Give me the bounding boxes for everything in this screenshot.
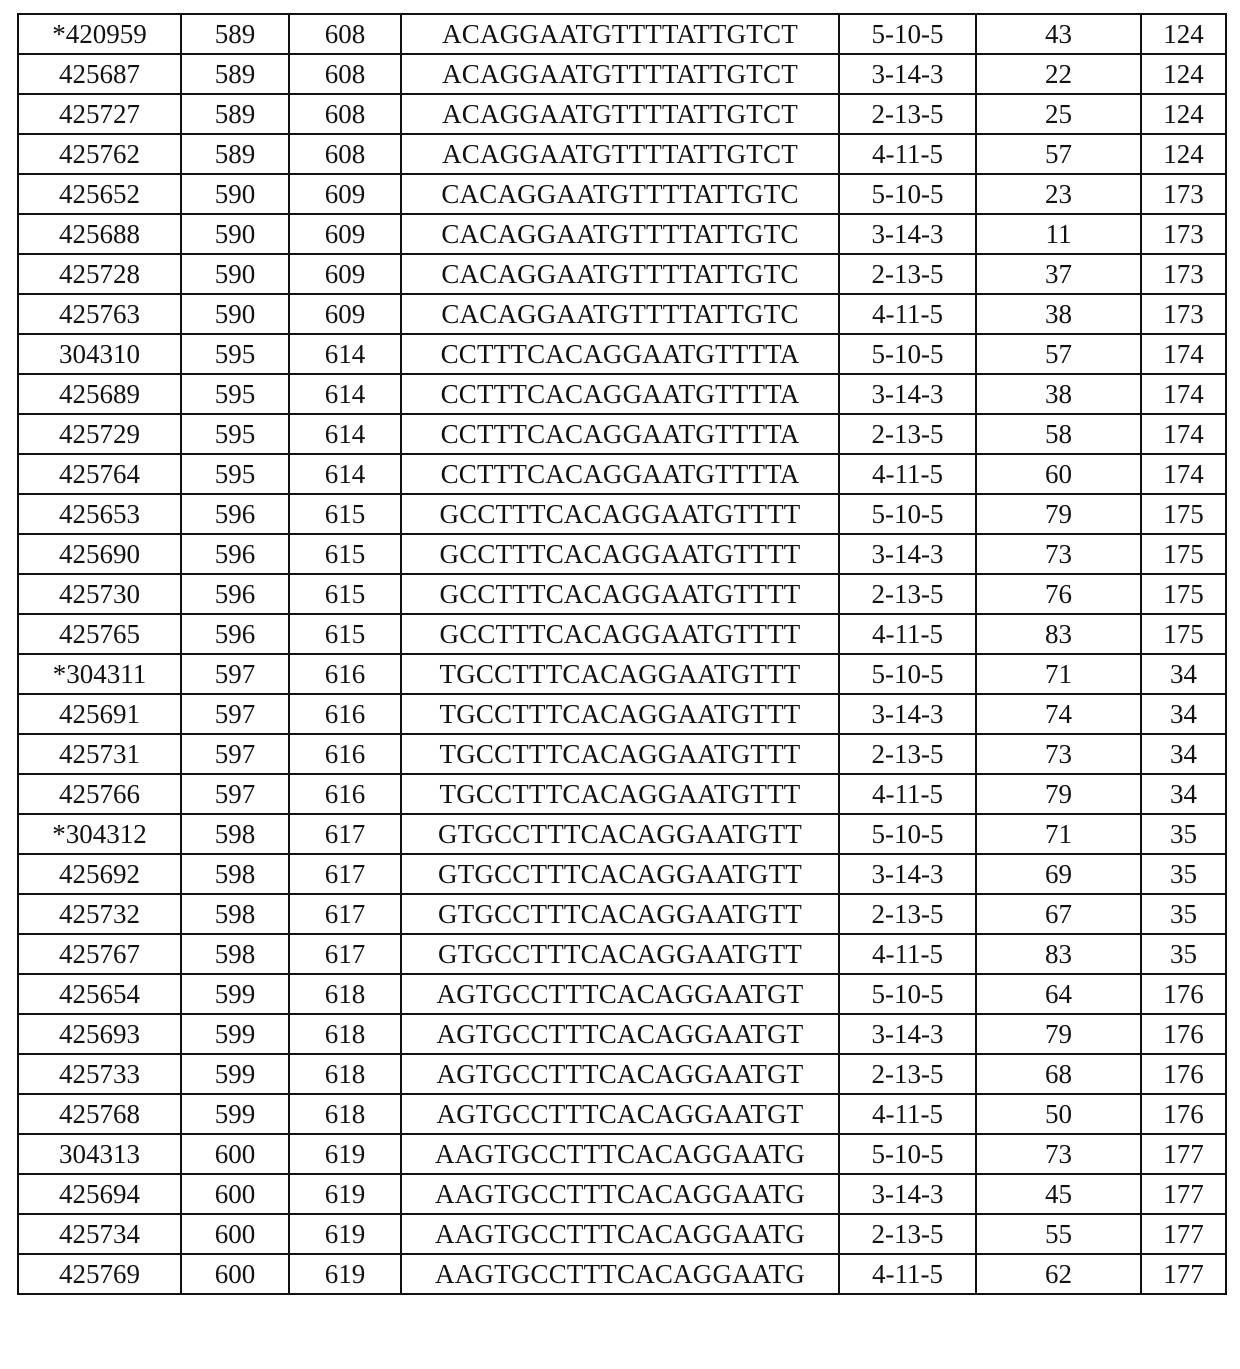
- table-row: [18, 1054, 1226, 1094]
- seq-id-cell: 34: [1141, 694, 1226, 734]
- isis-number-cell: 425688: [18, 214, 181, 254]
- table-row: [18, 534, 1226, 574]
- sequence-cell: CACAGGAATGTTTTATTGTC: [401, 294, 839, 334]
- motif-cell: 3-14-3: [839, 694, 976, 734]
- inhibition-percent-cell: 83: [976, 614, 1141, 654]
- inhibition-percent-cell: 60: [976, 454, 1141, 494]
- inhibition-percent-cell: 68: [976, 1054, 1141, 1094]
- isis-number-cell: 425732: [18, 894, 181, 934]
- seq-id-cell: 124: [1141, 14, 1226, 54]
- stop-site-cell: 619: [289, 1134, 401, 1174]
- sequence-cell: AAGTGCCTTTCACAGGAATG: [401, 1134, 839, 1174]
- sequence-cell: GTGCCTTTCACAGGAATGTT: [401, 894, 839, 934]
- seq-id-cell: 174: [1141, 334, 1226, 374]
- seq-id-cell: 173: [1141, 174, 1226, 214]
- inhibition-percent-cell: 23: [976, 174, 1141, 214]
- inhibition-percent-cell: 79: [976, 774, 1141, 814]
- isis-number-cell: 425734: [18, 1214, 181, 1254]
- inhibition-percent-cell: 55: [976, 1214, 1141, 1254]
- oligo-data-table: [17, 13, 1227, 1295]
- sequence-cell: GCCTTTCACAGGAATGTTTT: [401, 574, 839, 614]
- table-row: [18, 934, 1226, 974]
- stop-site-cell: 608: [289, 94, 401, 134]
- motif-cell: 5-10-5: [839, 494, 976, 534]
- inhibition-percent-cell: 71: [976, 654, 1141, 694]
- seq-id-cell: 174: [1141, 454, 1226, 494]
- sequence-cell: CACAGGAATGTTTTATTGTC: [401, 214, 839, 254]
- motif-cell: 4-11-5: [839, 614, 976, 654]
- sequence-cell: GTGCCTTTCACAGGAATGTT: [401, 854, 839, 894]
- sequence-cell: TGCCTTTCACAGGAATGTTT: [401, 654, 839, 694]
- motif-cell: 2-13-5: [839, 894, 976, 934]
- table-row: [18, 494, 1226, 534]
- stop-site-cell: 616: [289, 694, 401, 734]
- seq-id-cell: 174: [1141, 414, 1226, 454]
- motif-cell: 3-14-3: [839, 1014, 976, 1054]
- inhibition-percent-cell: 67: [976, 894, 1141, 934]
- seq-id-cell: 176: [1141, 1054, 1226, 1094]
- inhibition-percent-cell: 79: [976, 494, 1141, 534]
- motif-cell: 5-10-5: [839, 654, 976, 694]
- seq-id-cell: 34: [1141, 654, 1226, 694]
- isis-number-cell: 425689: [18, 374, 181, 414]
- start-site-cell: 600: [181, 1254, 289, 1294]
- inhibition-percent-cell: 64: [976, 974, 1141, 1014]
- stop-site-cell: 618: [289, 974, 401, 1014]
- table-row: [18, 854, 1226, 894]
- start-site-cell: 590: [181, 294, 289, 334]
- isis-number-cell: 425763: [18, 294, 181, 334]
- seq-id-cell: 175: [1141, 534, 1226, 574]
- stop-site-cell: 616: [289, 774, 401, 814]
- table-row: [18, 174, 1226, 214]
- stop-site-cell: 617: [289, 934, 401, 974]
- isis-number-cell: 425687: [18, 54, 181, 94]
- sequence-cell: GCCTTTCACAGGAATGTTTT: [401, 494, 839, 534]
- motif-cell: 3-14-3: [839, 54, 976, 94]
- seq-id-cell: 175: [1141, 494, 1226, 534]
- isis-number-cell: *304312: [18, 814, 181, 854]
- inhibition-percent-cell: 57: [976, 334, 1141, 374]
- start-site-cell: 598: [181, 854, 289, 894]
- start-site-cell: 597: [181, 774, 289, 814]
- seq-id-cell: 177: [1141, 1174, 1226, 1214]
- table-row: [18, 1214, 1226, 1254]
- inhibition-percent-cell: 73: [976, 1134, 1141, 1174]
- start-site-cell: 599: [181, 974, 289, 1014]
- start-site-cell: 596: [181, 534, 289, 574]
- motif-cell: 5-10-5: [839, 1134, 976, 1174]
- stop-site-cell: 609: [289, 214, 401, 254]
- sequence-cell: AGTGCCTTTCACAGGAATGT: [401, 1014, 839, 1054]
- motif-cell: 2-13-5: [839, 1214, 976, 1254]
- isis-number-cell: 425762: [18, 134, 181, 174]
- sequence-cell: AGTGCCTTTCACAGGAATGT: [401, 1094, 839, 1134]
- sequence-cell: CACAGGAATGTTTTATTGTC: [401, 174, 839, 214]
- stop-site-cell: 609: [289, 174, 401, 214]
- start-site-cell: 600: [181, 1174, 289, 1214]
- table-row: [18, 614, 1226, 654]
- sequence-cell: AAGTGCCTTTCACAGGAATG: [401, 1214, 839, 1254]
- motif-cell: 4-11-5: [839, 454, 976, 494]
- table-row: [18, 1254, 1226, 1294]
- motif-cell: 2-13-5: [839, 734, 976, 774]
- start-site-cell: 599: [181, 1094, 289, 1134]
- inhibition-percent-cell: 73: [976, 734, 1141, 774]
- inhibition-percent-cell: 38: [976, 294, 1141, 334]
- table-row: [18, 1174, 1226, 1214]
- inhibition-percent-cell: 57: [976, 134, 1141, 174]
- table-row: [18, 134, 1226, 174]
- motif-cell: 2-13-5: [839, 254, 976, 294]
- start-site-cell: 590: [181, 174, 289, 214]
- motif-cell: 3-14-3: [839, 534, 976, 574]
- inhibition-percent-cell: 25: [976, 94, 1141, 134]
- isis-number-cell: 425694: [18, 1174, 181, 1214]
- stop-site-cell: 609: [289, 254, 401, 294]
- inhibition-percent-cell: 11: [976, 214, 1141, 254]
- start-site-cell: 589: [181, 14, 289, 54]
- sequence-cell: AAGTGCCTTTCACAGGAATG: [401, 1254, 839, 1294]
- table-row: [18, 1134, 1226, 1174]
- start-site-cell: 597: [181, 694, 289, 734]
- table-row: [18, 694, 1226, 734]
- start-site-cell: 596: [181, 494, 289, 534]
- motif-cell: 5-10-5: [839, 814, 976, 854]
- motif-cell: 4-11-5: [839, 134, 976, 174]
- table-row: [18, 414, 1226, 454]
- isis-number-cell: 425767: [18, 934, 181, 974]
- sequence-cell: CCTTTCACAGGAATGTTTTA: [401, 334, 839, 374]
- sequence-cell: CCTTTCACAGGAATGTTTTA: [401, 374, 839, 414]
- table-row: [18, 254, 1226, 294]
- isis-number-cell: 425652: [18, 174, 181, 214]
- inhibition-percent-cell: 79: [976, 1014, 1141, 1054]
- stop-site-cell: 618: [289, 1054, 401, 1094]
- seq-id-cell: 177: [1141, 1134, 1226, 1174]
- seq-id-cell: 34: [1141, 734, 1226, 774]
- table-row: [18, 974, 1226, 1014]
- isis-number-cell: 425690: [18, 534, 181, 574]
- seq-id-cell: 35: [1141, 934, 1226, 974]
- sequence-cell: GTGCCTTTCACAGGAATGTT: [401, 934, 839, 974]
- seq-id-cell: 174: [1141, 374, 1226, 414]
- inhibition-percent-cell: 76: [976, 574, 1141, 614]
- sequence-cell: TGCCTTTCACAGGAATGTTT: [401, 694, 839, 734]
- sequence-cell: TGCCTTTCACAGGAATGTTT: [401, 774, 839, 814]
- start-site-cell: 597: [181, 734, 289, 774]
- table-row: [18, 1014, 1226, 1054]
- motif-cell: 5-10-5: [839, 174, 976, 214]
- start-site-cell: 595: [181, 414, 289, 454]
- stop-site-cell: 614: [289, 334, 401, 374]
- table-row: [18, 734, 1226, 774]
- start-site-cell: 600: [181, 1214, 289, 1254]
- seq-id-cell: 177: [1141, 1254, 1226, 1294]
- start-site-cell: 590: [181, 214, 289, 254]
- stop-site-cell: 616: [289, 734, 401, 774]
- inhibition-percent-cell: 62: [976, 1254, 1141, 1294]
- isis-number-cell: *304311: [18, 654, 181, 694]
- stop-site-cell: 615: [289, 494, 401, 534]
- isis-number-cell: 425653: [18, 494, 181, 534]
- inhibition-percent-cell: 73: [976, 534, 1141, 574]
- start-site-cell: 599: [181, 1014, 289, 1054]
- motif-cell: 2-13-5: [839, 574, 976, 614]
- table-row: [18, 214, 1226, 254]
- sequence-cell: ACAGGAATGTTTTATTGTCT: [401, 134, 839, 174]
- start-site-cell: 598: [181, 814, 289, 854]
- inhibition-percent-cell: 38: [976, 374, 1141, 414]
- start-site-cell: 599: [181, 1054, 289, 1094]
- inhibition-percent-cell: 74: [976, 694, 1141, 734]
- sequence-cell: AGTGCCTTTCACAGGAATGT: [401, 1054, 839, 1094]
- stop-site-cell: 608: [289, 14, 401, 54]
- inhibition-percent-cell: 58: [976, 414, 1141, 454]
- start-site-cell: 598: [181, 934, 289, 974]
- sequence-cell: GCCTTTCACAGGAATGTTTT: [401, 534, 839, 574]
- sequence-cell: TGCCTTTCACAGGAATGTTT: [401, 734, 839, 774]
- sequence-cell: ACAGGAATGTTTTATTGTCT: [401, 54, 839, 94]
- isis-number-cell: 425654: [18, 974, 181, 1014]
- seq-id-cell: 173: [1141, 214, 1226, 254]
- inhibition-percent-cell: 71: [976, 814, 1141, 854]
- motif-cell: 4-11-5: [839, 1094, 976, 1134]
- seq-id-cell: 176: [1141, 1014, 1226, 1054]
- stop-site-cell: 616: [289, 654, 401, 694]
- stop-site-cell: 614: [289, 454, 401, 494]
- seq-id-cell: 176: [1141, 974, 1226, 1014]
- stop-site-cell: 614: [289, 414, 401, 454]
- motif-cell: 3-14-3: [839, 214, 976, 254]
- inhibition-percent-cell: 69: [976, 854, 1141, 894]
- table-row: [18, 14, 1226, 54]
- motif-cell: 5-10-5: [839, 14, 976, 54]
- motif-cell: 4-11-5: [839, 294, 976, 334]
- seq-id-cell: 173: [1141, 254, 1226, 294]
- table-row: [18, 294, 1226, 334]
- inhibition-percent-cell: 50: [976, 1094, 1141, 1134]
- isis-number-cell: 425768: [18, 1094, 181, 1134]
- seq-id-cell: 124: [1141, 134, 1226, 174]
- isis-number-cell: 425731: [18, 734, 181, 774]
- isis-number-cell: 425691: [18, 694, 181, 734]
- seq-id-cell: 35: [1141, 894, 1226, 934]
- sequence-cell: CCTTTCACAGGAATGTTTTA: [401, 414, 839, 454]
- table-row: [18, 894, 1226, 934]
- inhibition-percent-cell: 43: [976, 14, 1141, 54]
- table-row: [18, 774, 1226, 814]
- start-site-cell: 600: [181, 1134, 289, 1174]
- sequence-cell: ACAGGAATGTTTTATTGTCT: [401, 14, 839, 54]
- start-site-cell: 589: [181, 54, 289, 94]
- seq-id-cell: 35: [1141, 814, 1226, 854]
- isis-number-cell: 425765: [18, 614, 181, 654]
- seq-id-cell: 34: [1141, 774, 1226, 814]
- start-site-cell: 595: [181, 374, 289, 414]
- table-row: [18, 334, 1226, 374]
- motif-cell: 4-11-5: [839, 934, 976, 974]
- table-row: [18, 454, 1226, 494]
- start-site-cell: 590: [181, 254, 289, 294]
- inhibition-percent-cell: 37: [976, 254, 1141, 294]
- seq-id-cell: 177: [1141, 1214, 1226, 1254]
- inhibition-percent-cell: 83: [976, 934, 1141, 974]
- start-site-cell: 589: [181, 134, 289, 174]
- motif-cell: 4-11-5: [839, 774, 976, 814]
- sequence-cell: ACAGGAATGTTTTATTGTCT: [401, 94, 839, 134]
- stop-site-cell: 618: [289, 1014, 401, 1054]
- motif-cell: 4-11-5: [839, 1254, 976, 1294]
- sequence-cell: GTGCCTTTCACAGGAATGTT: [401, 814, 839, 854]
- start-site-cell: 597: [181, 654, 289, 694]
- stop-site-cell: 615: [289, 614, 401, 654]
- isis-number-cell: 425693: [18, 1014, 181, 1054]
- stop-site-cell: 619: [289, 1174, 401, 1214]
- table-row: [18, 374, 1226, 414]
- motif-cell: 5-10-5: [839, 974, 976, 1014]
- motif-cell: 2-13-5: [839, 94, 976, 134]
- motif-cell: 3-14-3: [839, 854, 976, 894]
- isis-number-cell: 304310: [18, 334, 181, 374]
- seq-id-cell: 173: [1141, 294, 1226, 334]
- sequence-cell: CACAGGAATGTTTTATTGTC: [401, 254, 839, 294]
- motif-cell: 3-14-3: [839, 1174, 976, 1214]
- seq-id-cell: 124: [1141, 94, 1226, 134]
- sequence-cell: AAGTGCCTTTCACAGGAATG: [401, 1174, 839, 1214]
- start-site-cell: 596: [181, 574, 289, 614]
- isis-number-cell: *420959: [18, 14, 181, 54]
- isis-number-cell: 425730: [18, 574, 181, 614]
- start-site-cell: 598: [181, 894, 289, 934]
- motif-cell: 2-13-5: [839, 1054, 976, 1094]
- seq-id-cell: 175: [1141, 574, 1226, 614]
- isis-number-cell: 304313: [18, 1134, 181, 1174]
- start-site-cell: 595: [181, 454, 289, 494]
- seq-id-cell: 176: [1141, 1094, 1226, 1134]
- table-row: [18, 814, 1226, 854]
- stop-site-cell: 608: [289, 54, 401, 94]
- stop-site-cell: 617: [289, 814, 401, 854]
- table-body: [18, 14, 1226, 1294]
- stop-site-cell: 615: [289, 574, 401, 614]
- motif-cell: 5-10-5: [839, 334, 976, 374]
- sequence-cell: AGTGCCTTTCACAGGAATGT: [401, 974, 839, 1014]
- seq-id-cell: 35: [1141, 854, 1226, 894]
- stop-site-cell: 618: [289, 1094, 401, 1134]
- start-site-cell: 595: [181, 334, 289, 374]
- stop-site-cell: 608: [289, 134, 401, 174]
- table-row: [18, 94, 1226, 134]
- sequence-cell: CCTTTCACAGGAATGTTTTA: [401, 454, 839, 494]
- inhibition-percent-cell: 22: [976, 54, 1141, 94]
- table-row: [18, 1094, 1226, 1134]
- stop-site-cell: 619: [289, 1254, 401, 1294]
- isis-number-cell: 425766: [18, 774, 181, 814]
- isis-number-cell: 425727: [18, 94, 181, 134]
- seq-id-cell: 175: [1141, 614, 1226, 654]
- seq-id-cell: 124: [1141, 54, 1226, 94]
- motif-cell: 3-14-3: [839, 374, 976, 414]
- isis-number-cell: 425764: [18, 454, 181, 494]
- sequence-cell: GCCTTTCACAGGAATGTTTT: [401, 614, 839, 654]
- start-site-cell: 596: [181, 614, 289, 654]
- stop-site-cell: 615: [289, 534, 401, 574]
- isis-number-cell: 425729: [18, 414, 181, 454]
- stop-site-cell: 617: [289, 854, 401, 894]
- inhibition-percent-cell: 45: [976, 1174, 1141, 1214]
- table-row: [18, 574, 1226, 614]
- start-site-cell: 589: [181, 94, 289, 134]
- table-row: [18, 54, 1226, 94]
- motif-cell: 2-13-5: [839, 414, 976, 454]
- isis-number-cell: 425692: [18, 854, 181, 894]
- isis-number-cell: 425733: [18, 1054, 181, 1094]
- stop-site-cell: 617: [289, 894, 401, 934]
- isis-number-cell: 425728: [18, 254, 181, 294]
- isis-number-cell: 425769: [18, 1254, 181, 1294]
- table-row: [18, 654, 1226, 694]
- stop-site-cell: 614: [289, 374, 401, 414]
- stop-site-cell: 619: [289, 1214, 401, 1254]
- stop-site-cell: 609: [289, 294, 401, 334]
